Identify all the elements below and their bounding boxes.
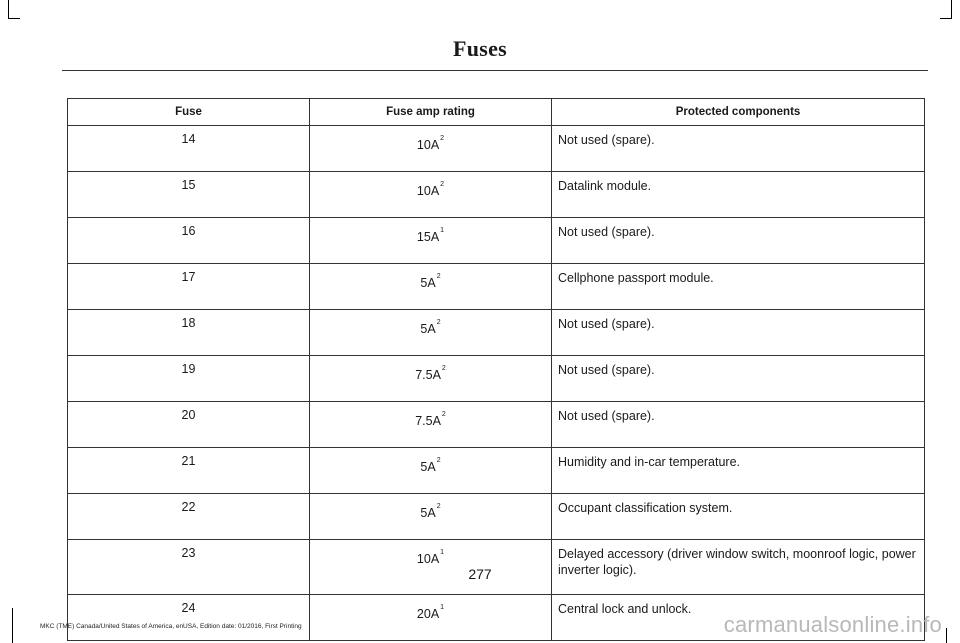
fuse-rating-cell — [310, 218, 552, 264]
fuse-rating-cell — [310, 402, 552, 448]
protected-component: Not used (spare). — [552, 402, 925, 448]
fuse-rating: 20A — [416, 607, 440, 621]
column-header-fuse-amp-rating: Fuse amp rating — [310, 99, 552, 126]
fuse-number: 20 — [68, 402, 310, 448]
table-row — [68, 402, 925, 448]
fuse-rating-cell — [310, 172, 552, 218]
fuse-rating: 7.5A — [415, 368, 441, 382]
fuse-number: 21 — [68, 448, 310, 494]
fuse-rating: 5A — [420, 506, 436, 520]
crop-mark-top-right-horizontal — [940, 18, 952, 19]
table-header-row — [68, 99, 925, 126]
protected-component: Cellphone passport module. — [552, 264, 925, 310]
fuse-number: 24 — [68, 595, 310, 641]
protected-component: Datalink module. — [552, 172, 925, 218]
fuse-number: 18 — [68, 310, 310, 356]
fuse-number: 19 — [68, 356, 310, 402]
crop-mark-bottom-left-vertical — [12, 608, 13, 643]
page-title: Fuses — [452, 36, 508, 61]
fuse-rating-cell — [310, 126, 552, 172]
page-number: 277 — [468, 566, 492, 582]
header-divider — [62, 70, 928, 71]
fuse-number: 22 — [68, 494, 310, 540]
table-row — [68, 356, 925, 402]
footnote-ref: 2 — [441, 364, 446, 372]
column-header-fuse: Fuse — [68, 99, 310, 126]
protected-component: Occupant classification system. — [552, 494, 925, 540]
fuse-rating-cell — [310, 448, 552, 494]
fuse-number: 17 — [68, 264, 310, 310]
fuse-rating-cell — [310, 494, 552, 540]
fuse-rating-cell — [310, 356, 552, 402]
protected-component: Not used (spare). — [552, 126, 925, 172]
table-row — [68, 448, 925, 494]
edition-footer: MKC (TME) Canada/United States of America, enUSA, Edition date: 01/2016, First Printing — [40, 623, 302, 630]
protected-component: Central lock and unlock. — [552, 595, 925, 641]
table-row — [68, 494, 925, 540]
watermark: carmanualsonline.info — [723, 612, 942, 637]
fuse-rating: 10A — [416, 552, 440, 566]
column-header-protected-components: Protected components — [552, 99, 925, 126]
fuse-number: 14 — [68, 126, 310, 172]
table-row — [68, 264, 925, 310]
fuse-number: 16 — [68, 218, 310, 264]
fuse-rating: 5A — [420, 322, 436, 336]
crop-mark-top-left-vertical — [8, 0, 9, 18]
footnote-ref: 2 — [436, 502, 441, 510]
fuse-rating: 10A — [416, 138, 440, 152]
footnote-ref: 2 — [440, 134, 445, 142]
table-row — [68, 218, 925, 264]
crop-mark-top-right-vertical — [951, 0, 952, 18]
protected-component: Not used (spare). — [552, 356, 925, 402]
footnote-ref: 1 — [440, 548, 445, 556]
fuse-rating-cell — [310, 310, 552, 356]
footnote-ref: 2 — [436, 456, 441, 464]
footnote-ref: 1 — [440, 226, 445, 234]
fuse-rating-cell — [310, 264, 552, 310]
fuse-rating: 5A — [420, 276, 436, 290]
protected-component: Humidity and in-car temperature. — [552, 448, 925, 494]
table-row — [68, 310, 925, 356]
footnote-ref: 2 — [440, 180, 445, 188]
table-row — [68, 126, 925, 172]
fuse-rating-cell — [310, 595, 552, 641]
protected-component: Not used (spare). — [552, 310, 925, 356]
fuse-number: 23 — [68, 540, 310, 595]
footnote-ref: 2 — [436, 272, 441, 280]
fuse-rating: 10A — [416, 184, 440, 198]
protected-component: Delayed accessory (driver window switch, moonroof logic, power inverter logic). — [552, 540, 925, 595]
footnote-ref: 2 — [436, 318, 441, 326]
crop-mark-top-left-horizontal — [8, 18, 20, 19]
fuse-rating: 7.5A — [415, 414, 441, 428]
footnote-ref: 1 — [440, 603, 445, 611]
fuse-rating: 15A — [416, 230, 440, 244]
fuse-rating: 5A — [420, 460, 436, 474]
crop-mark-bottom-right-vertical — [946, 628, 947, 643]
table-row — [68, 172, 925, 218]
footnote-ref: 2 — [441, 410, 446, 418]
protected-component: Not used (spare). — [552, 218, 925, 264]
fuse-table — [67, 98, 925, 641]
fuse-number: 15 — [68, 172, 310, 218]
